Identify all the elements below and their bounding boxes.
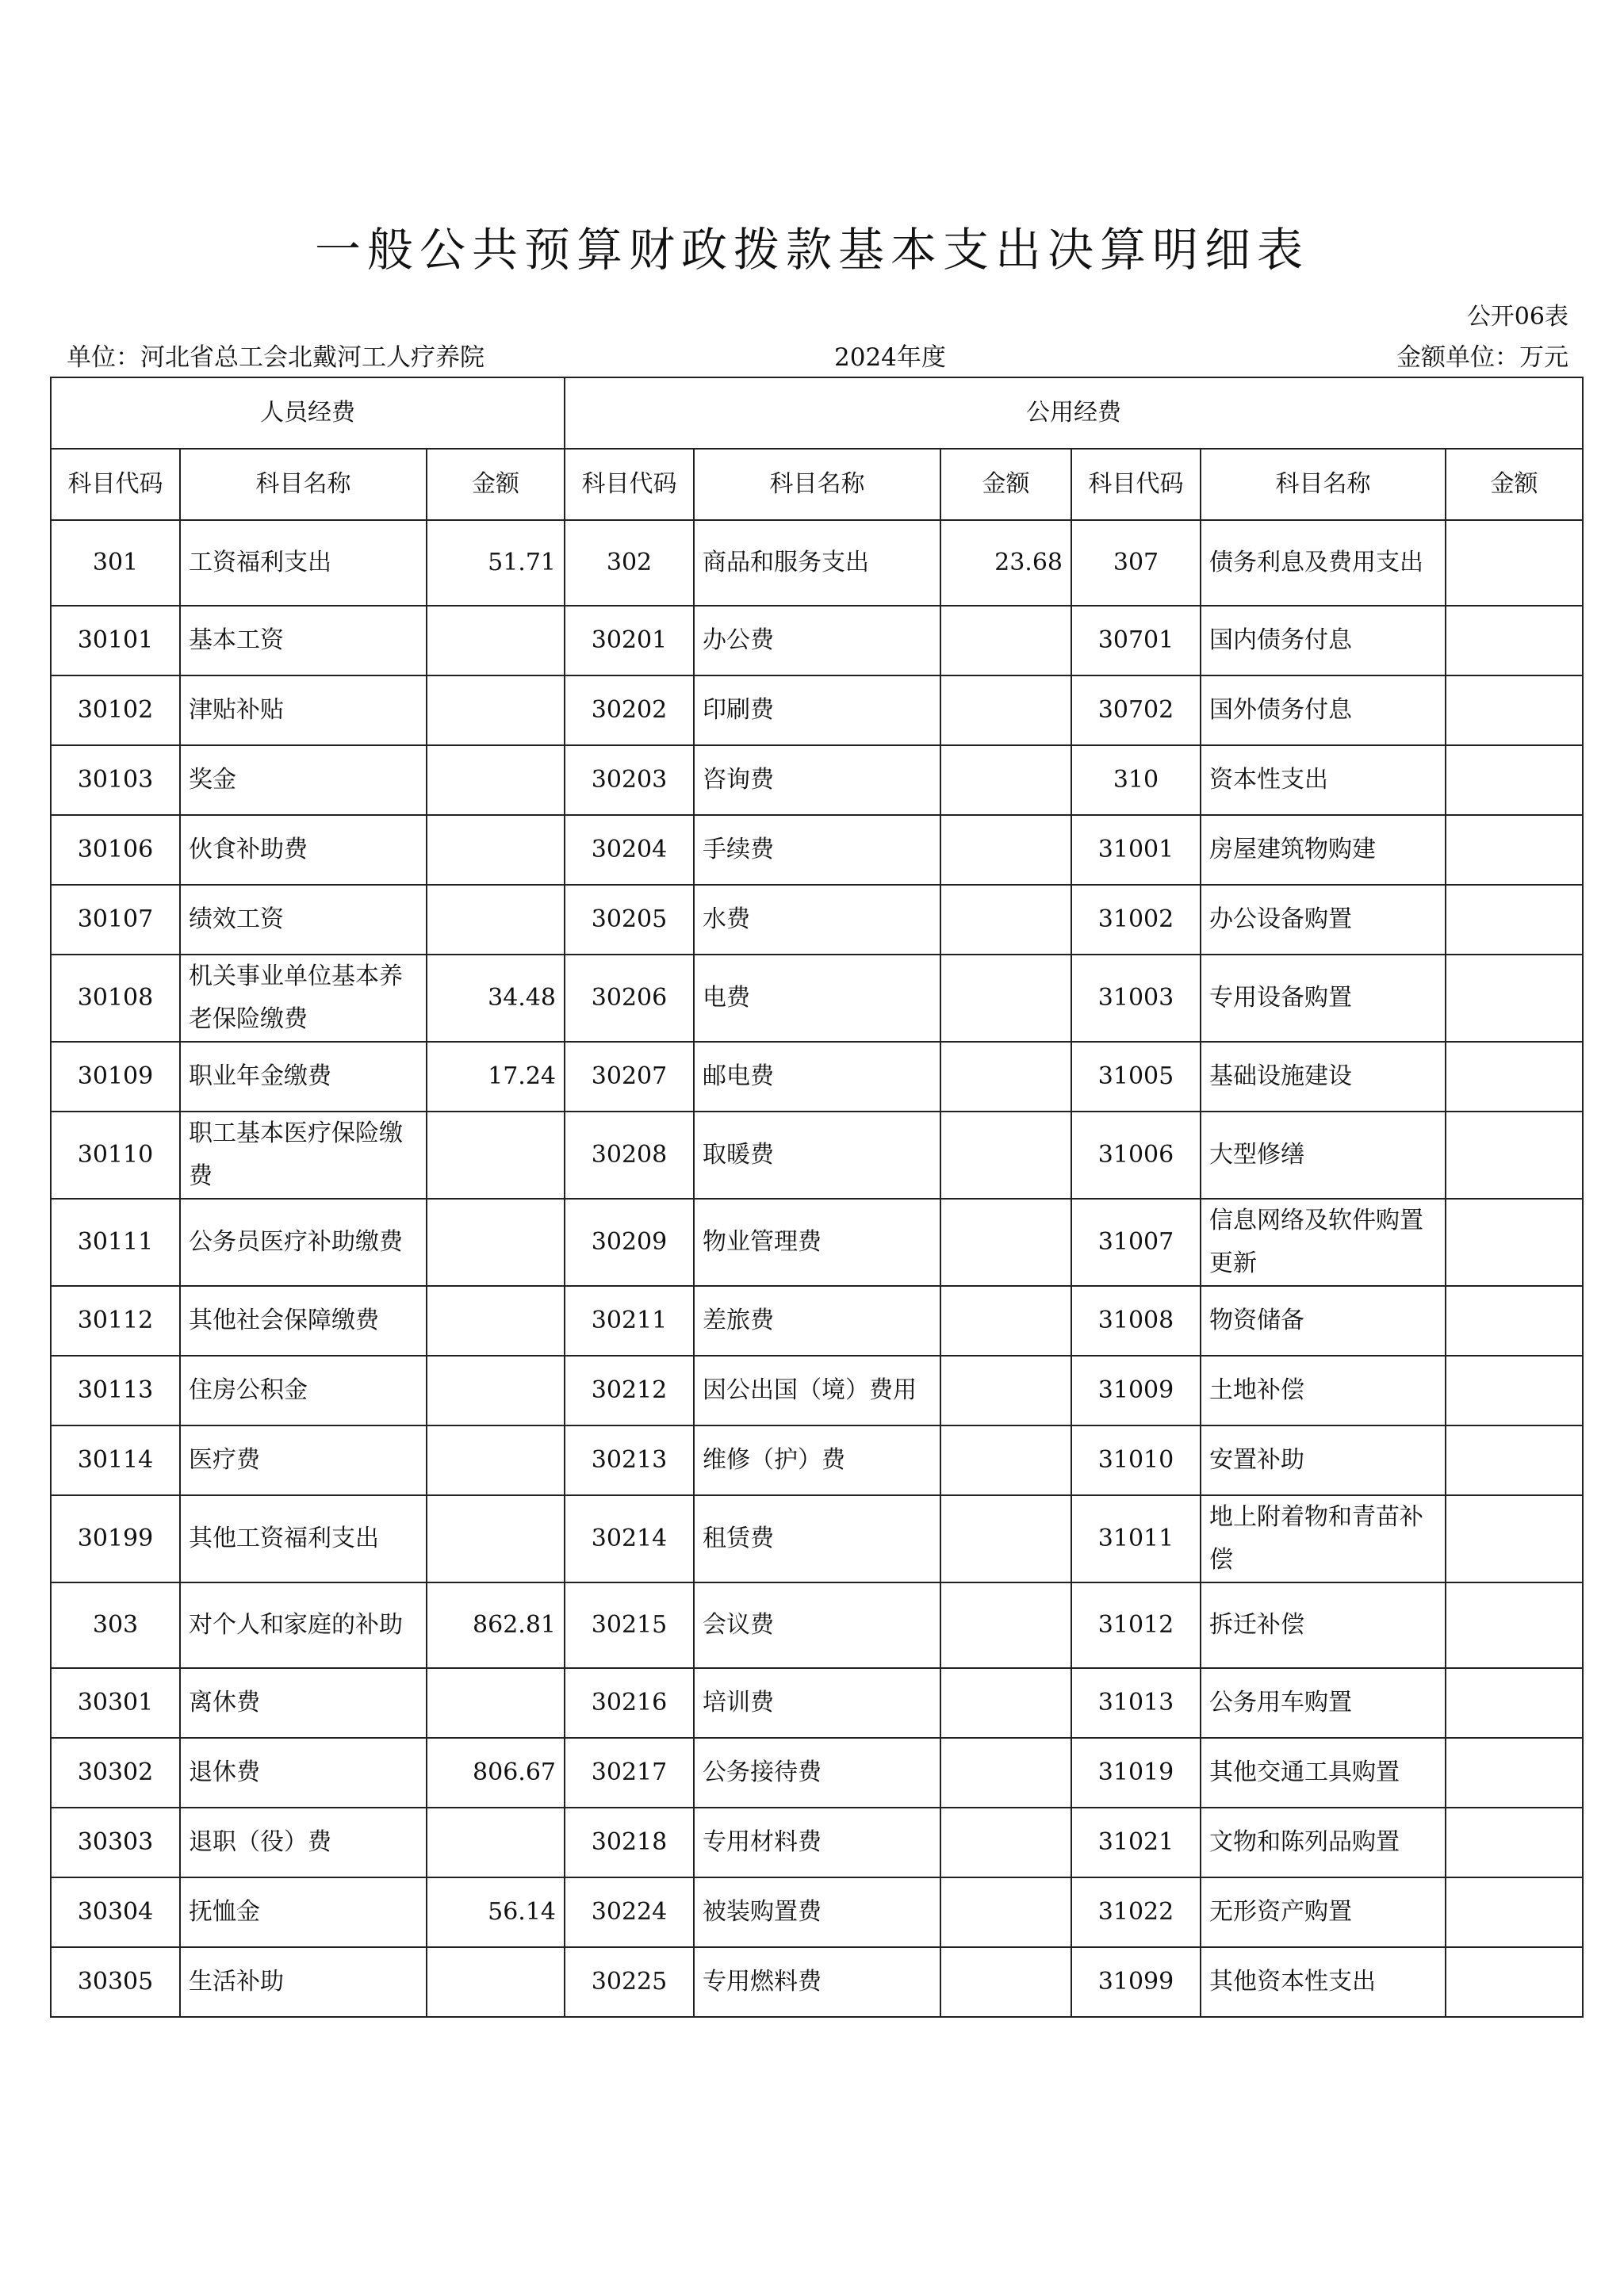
subject-code-cell: 30109 bbox=[51, 1042, 180, 1112]
subject-code-cell: 31008 bbox=[1071, 1286, 1201, 1356]
subject-name-cell: 工资福利支出 bbox=[180, 520, 427, 606]
subject-code-cell: 31012 bbox=[1071, 1582, 1201, 1668]
subject-name-cell: 其他资本性支出 bbox=[1201, 1947, 1446, 2017]
amount-cell bbox=[1446, 606, 1583, 675]
amount-cell bbox=[1446, 1425, 1583, 1495]
amount-cell bbox=[1446, 675, 1583, 745]
amount-cell bbox=[940, 1042, 1071, 1112]
subject-code-cell: 30205 bbox=[565, 885, 694, 955]
subject-name-cell: 办公设备购置 bbox=[1201, 885, 1446, 955]
table-row bbox=[51, 1495, 1583, 1582]
subject-code-cell: 30101 bbox=[51, 606, 180, 675]
subject-code-cell: 30302 bbox=[51, 1738, 180, 1808]
amount-cell bbox=[1446, 1356, 1583, 1425]
subject-name-cell: 文物和陈列品购置 bbox=[1201, 1808, 1446, 1877]
amount-cell bbox=[940, 885, 1071, 955]
subject-name-cell: 机关事业单位基本养老保险缴费 bbox=[180, 955, 427, 1042]
subject-name-cell: 抚恤金 bbox=[180, 1877, 427, 1947]
subject-code-cell: 30112 bbox=[51, 1286, 180, 1356]
subject-name-cell: 会议费 bbox=[694, 1582, 940, 1668]
subject-name-cell: 邮电费 bbox=[694, 1042, 940, 1112]
amount-cell bbox=[1446, 1877, 1583, 1947]
subject-code-cell: 30199 bbox=[51, 1495, 180, 1582]
subject-code-cell: 30301 bbox=[51, 1668, 180, 1738]
public-header: 公用经费 bbox=[565, 377, 1583, 449]
subject-code-cell: 30204 bbox=[565, 815, 694, 885]
subject-name-cell: 职业年金缴费 bbox=[180, 1042, 427, 1112]
subject-name-cell: 专用设备购置 bbox=[1201, 955, 1446, 1042]
subject-name-cell: 公务接待费 bbox=[694, 1738, 940, 1808]
subject-name-cell: 公务员医疗补助缴费 bbox=[180, 1199, 427, 1286]
table-row bbox=[51, 1356, 1583, 1425]
amount-cell: 56.14 bbox=[427, 1877, 565, 1947]
subject-name-cell: 其他工资福利支出 bbox=[180, 1495, 427, 1582]
subject-code-cell: 307 bbox=[1071, 520, 1201, 606]
subject-name-cell: 水费 bbox=[694, 885, 940, 955]
subject-code-cell: 303 bbox=[51, 1582, 180, 1668]
subject-code-cell: 31021 bbox=[1071, 1808, 1201, 1877]
amount-cell bbox=[940, 1582, 1071, 1668]
subject-name-cell: 退休费 bbox=[180, 1738, 427, 1808]
amount-cell bbox=[427, 1425, 565, 1495]
subject-name-cell: 基础设施建设 bbox=[1201, 1042, 1446, 1112]
subject-code-cell: 31011 bbox=[1071, 1495, 1201, 1582]
subject-code-cell: 31019 bbox=[1071, 1738, 1201, 1808]
amount-cell bbox=[1446, 1738, 1583, 1808]
group-header-row bbox=[51, 377, 1583, 449]
table-row bbox=[51, 1582, 1583, 1668]
subject-code-cell: 30702 bbox=[1071, 675, 1201, 745]
subject-code-cell: 30203 bbox=[565, 745, 694, 815]
amount-cell: 34.48 bbox=[427, 955, 565, 1042]
subject-code-cell: 30211 bbox=[565, 1286, 694, 1356]
subject-name-cell: 物业管理费 bbox=[694, 1199, 940, 1286]
subject-code-cell: 30305 bbox=[51, 1947, 180, 2017]
subject-name-cell: 取暖费 bbox=[694, 1112, 940, 1199]
amount-cell bbox=[940, 1738, 1071, 1808]
amount-cell bbox=[427, 1356, 565, 1425]
subject-code-cell: 30224 bbox=[565, 1877, 694, 1947]
amount-cell bbox=[427, 1808, 565, 1877]
subject-code-cell: 301 bbox=[51, 520, 180, 606]
subject-name-cell: 国内债务付息 bbox=[1201, 606, 1446, 675]
subject-name-cell: 商品和服务支出 bbox=[694, 520, 940, 606]
amount-cell: 862.81 bbox=[427, 1582, 565, 1668]
amount-cell bbox=[1446, 1495, 1583, 1582]
table-row bbox=[51, 606, 1583, 675]
subject-code-cell: 30701 bbox=[1071, 606, 1201, 675]
table-row bbox=[51, 1947, 1583, 2017]
subject-name-cell: 津贴补贴 bbox=[180, 675, 427, 745]
col-code-2: 科目代码 bbox=[565, 449, 694, 520]
amount-cell bbox=[940, 1947, 1071, 2017]
page-title: 一般公共预算财政拨款基本支出决算明细表 bbox=[314, 223, 1309, 277]
table-row bbox=[51, 885, 1583, 955]
amount-cell bbox=[940, 1495, 1071, 1582]
subject-code-cell: 30111 bbox=[51, 1199, 180, 1286]
subject-name-cell: 专用燃料费 bbox=[694, 1947, 940, 2017]
subject-name-cell: 绩效工资 bbox=[180, 885, 427, 955]
amount-cell bbox=[940, 1668, 1071, 1738]
subject-code-cell: 30214 bbox=[565, 1495, 694, 1582]
subject-code-cell: 30110 bbox=[51, 1112, 180, 1199]
amount-cell bbox=[427, 1112, 565, 1199]
amount-cell bbox=[427, 745, 565, 815]
subject-code-cell: 30303 bbox=[51, 1808, 180, 1877]
subject-code-cell: 31022 bbox=[1071, 1877, 1201, 1947]
amount-cell bbox=[1446, 520, 1583, 606]
amount-cell bbox=[1446, 955, 1583, 1042]
table-row bbox=[51, 1286, 1583, 1356]
table-row bbox=[51, 1425, 1583, 1495]
subject-code-cell: 30217 bbox=[565, 1738, 694, 1808]
table-row bbox=[51, 1877, 1583, 1947]
amount-cell bbox=[940, 815, 1071, 885]
subject-name-cell: 国外债务付息 bbox=[1201, 675, 1446, 745]
subject-name-cell: 奖金 bbox=[180, 745, 427, 815]
table-row bbox=[51, 520, 1583, 606]
subject-name-cell: 职工基本医疗保险缴费 bbox=[180, 1112, 427, 1199]
subject-name-cell: 退职（役）费 bbox=[180, 1808, 427, 1877]
amount-cell bbox=[940, 1356, 1071, 1425]
subject-code-cell: 31010 bbox=[1071, 1425, 1201, 1495]
subject-code-cell: 31009 bbox=[1071, 1356, 1201, 1425]
subject-code-cell: 31006 bbox=[1071, 1112, 1201, 1199]
table-row bbox=[51, 1199, 1583, 1286]
subject-name-cell: 咨询费 bbox=[694, 745, 940, 815]
subject-code-cell: 31013 bbox=[1071, 1668, 1201, 1738]
subject-name-cell: 债务利息及费用支出 bbox=[1201, 520, 1446, 606]
subject-name-cell: 印刷费 bbox=[694, 675, 940, 745]
amount-cell: 23.68 bbox=[940, 520, 1071, 606]
amount-cell bbox=[940, 675, 1071, 745]
column-header-row bbox=[51, 449, 1583, 520]
subject-name-cell: 专用材料费 bbox=[694, 1808, 940, 1877]
amount-cell bbox=[427, 1947, 565, 2017]
subject-code-cell: 30108 bbox=[51, 955, 180, 1042]
table-row bbox=[51, 1668, 1583, 1738]
subject-code-cell: 31007 bbox=[1071, 1199, 1201, 1286]
subject-name-cell: 维修（护）费 bbox=[694, 1425, 940, 1495]
subject-code-cell: 30206 bbox=[565, 955, 694, 1042]
subject-name-cell: 对个人和家庭的补助 bbox=[180, 1582, 427, 1668]
subject-code-cell: 30215 bbox=[565, 1582, 694, 1668]
expenditure-table bbox=[50, 377, 1584, 2018]
col-name-2: 科目名称 bbox=[694, 449, 940, 520]
subject-name-cell: 办公费 bbox=[694, 606, 940, 675]
subject-name-cell: 无形资产购置 bbox=[1201, 1877, 1446, 1947]
subject-code-cell: 30107 bbox=[51, 885, 180, 955]
amount-cell bbox=[427, 1286, 565, 1356]
subject-code-cell: 310 bbox=[1071, 745, 1201, 815]
subject-name-cell: 物资储备 bbox=[1201, 1286, 1446, 1356]
personnel-header: 人员经费 bbox=[51, 377, 565, 449]
subject-name-cell: 差旅费 bbox=[694, 1286, 940, 1356]
subject-name-cell: 土地补偿 bbox=[1201, 1356, 1446, 1425]
subject-code-cell: 31003 bbox=[1071, 955, 1201, 1042]
subject-name-cell: 因公出国（境）费用 bbox=[694, 1356, 940, 1425]
amount-cell: 51.71 bbox=[427, 520, 565, 606]
subject-code-cell: 30102 bbox=[51, 675, 180, 745]
table-row bbox=[51, 1112, 1583, 1199]
subject-name-cell: 租赁费 bbox=[694, 1495, 940, 1582]
subject-name-cell: 信息网络及软件购置更新 bbox=[1201, 1199, 1446, 1286]
amount-cell bbox=[1446, 815, 1583, 885]
subject-name-cell: 资本性支出 bbox=[1201, 745, 1446, 815]
subject-code-cell: 30114 bbox=[51, 1425, 180, 1495]
subject-name-cell: 医疗费 bbox=[180, 1425, 427, 1495]
subject-name-cell: 生活补助 bbox=[180, 1947, 427, 2017]
amount-cell: 806.67 bbox=[427, 1738, 565, 1808]
subject-code-cell: 302 bbox=[565, 520, 694, 606]
subject-code-cell: 30216 bbox=[565, 1668, 694, 1738]
amount-cell bbox=[427, 885, 565, 955]
subject-name-cell: 房屋建筑物购建 bbox=[1201, 815, 1446, 885]
year-label: 2024年度 bbox=[834, 343, 946, 372]
subject-name-cell: 手续费 bbox=[694, 815, 940, 885]
subject-code-cell: 30106 bbox=[51, 815, 180, 885]
form-number: 公开06表 bbox=[1466, 303, 1568, 331]
money-unit-label: 金额单位：万元 bbox=[1396, 343, 1568, 372]
amount-cell bbox=[940, 955, 1071, 1042]
amount-cell bbox=[1446, 1286, 1583, 1356]
table-row bbox=[51, 815, 1583, 885]
amount-cell bbox=[427, 1199, 565, 1286]
table-row bbox=[51, 1808, 1583, 1877]
table-row bbox=[51, 745, 1583, 815]
amount-cell: 17.24 bbox=[427, 1042, 565, 1112]
col-name-3: 科目名称 bbox=[1201, 449, 1446, 520]
amount-cell bbox=[1446, 1582, 1583, 1668]
subject-code-cell: 30201 bbox=[565, 606, 694, 675]
col-amount-3: 金额 bbox=[1446, 449, 1583, 520]
unit-label: 单位：河北省总工会北戴河工人疗养院 bbox=[67, 343, 485, 372]
table-row bbox=[51, 1042, 1583, 1112]
subject-code-cell: 30209 bbox=[565, 1199, 694, 1286]
amount-cell bbox=[940, 1112, 1071, 1199]
amount-cell bbox=[1446, 885, 1583, 955]
subject-name-cell: 其他社会保障缴费 bbox=[180, 1286, 427, 1356]
amount-cell bbox=[940, 745, 1071, 815]
subject-code-cell: 30213 bbox=[565, 1425, 694, 1495]
amount-cell bbox=[1446, 1808, 1583, 1877]
subject-name-cell: 安置补助 bbox=[1201, 1425, 1446, 1495]
subject-name-cell: 大型修缮 bbox=[1201, 1112, 1446, 1199]
amount-cell bbox=[1446, 1199, 1583, 1286]
amount-cell bbox=[427, 1495, 565, 1582]
subject-name-cell: 住房公积金 bbox=[180, 1356, 427, 1425]
amount-cell bbox=[427, 815, 565, 885]
amount-cell bbox=[940, 1199, 1071, 1286]
subject-name-cell: 其他交通工具购置 bbox=[1201, 1738, 1446, 1808]
amount-cell bbox=[940, 1808, 1071, 1877]
subject-name-cell: 伙食补助费 bbox=[180, 815, 427, 885]
col-code-3: 科目代码 bbox=[1071, 449, 1201, 520]
subject-code-cell: 31099 bbox=[1071, 1947, 1201, 2017]
subject-code-cell: 30113 bbox=[51, 1356, 180, 1425]
col-amount-1: 金额 bbox=[427, 449, 565, 520]
subject-name-cell: 电费 bbox=[694, 955, 940, 1042]
subject-code-cell: 30202 bbox=[565, 675, 694, 745]
amount-cell bbox=[1446, 745, 1583, 815]
subject-code-cell: 30207 bbox=[565, 1042, 694, 1112]
amount-cell bbox=[940, 1286, 1071, 1356]
amount-cell bbox=[940, 606, 1071, 675]
amount-cell bbox=[427, 1668, 565, 1738]
subject-code-cell: 31001 bbox=[1071, 815, 1201, 885]
subject-name-cell: 离休费 bbox=[180, 1668, 427, 1738]
amount-cell bbox=[427, 606, 565, 675]
amount-cell bbox=[1446, 1112, 1583, 1199]
col-amount-2: 金额 bbox=[940, 449, 1071, 520]
subject-name-cell: 培训费 bbox=[694, 1668, 940, 1738]
subject-name-cell: 被装购置费 bbox=[694, 1877, 940, 1947]
amount-cell bbox=[940, 1877, 1071, 1947]
subject-code-cell: 30304 bbox=[51, 1877, 180, 1947]
subject-name-cell: 拆迁补偿 bbox=[1201, 1582, 1446, 1668]
subject-name-cell: 公务用车购置 bbox=[1201, 1668, 1446, 1738]
amount-cell bbox=[427, 675, 565, 745]
subject-code-cell: 30218 bbox=[565, 1808, 694, 1877]
amount-cell bbox=[1446, 1947, 1583, 2017]
table-row bbox=[51, 675, 1583, 745]
table-row bbox=[51, 955, 1583, 1042]
subject-name-cell: 基本工资 bbox=[180, 606, 427, 675]
amount-cell bbox=[1446, 1668, 1583, 1738]
subject-code-cell: 30225 bbox=[565, 1947, 694, 2017]
subject-code-cell: 30212 bbox=[565, 1356, 694, 1425]
col-name-1: 科目名称 bbox=[180, 449, 427, 520]
table-row bbox=[51, 1738, 1583, 1808]
subject-code-cell: 30103 bbox=[51, 745, 180, 815]
subject-code-cell: 30208 bbox=[565, 1112, 694, 1199]
amount-cell bbox=[940, 1425, 1071, 1495]
subject-code-cell: 31005 bbox=[1071, 1042, 1201, 1112]
subject-name-cell: 地上附着物和青苗补偿 bbox=[1201, 1495, 1446, 1582]
subject-code-cell: 31002 bbox=[1071, 885, 1201, 955]
amount-cell bbox=[1446, 1042, 1583, 1112]
col-code-1: 科目代码 bbox=[51, 449, 180, 520]
